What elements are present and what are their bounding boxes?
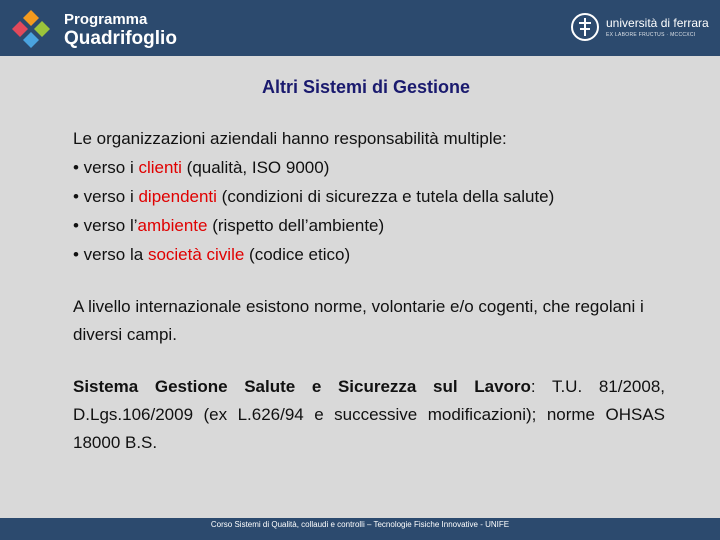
bullet-item: • verso la società civile (codice etico) — [73, 245, 351, 264]
programma-quadrifoglio-logo — [8, 6, 177, 52]
footer-bar — [0, 518, 720, 540]
bullet-highlight: società civile — [147, 245, 245, 264]
university-motto: EX LABORE FRUCTUS · MCCCXCI — [606, 32, 696, 38]
university-seal-icon — [570, 12, 600, 42]
slide-title: Altri Sistemi di Gestione — [261, 77, 471, 97]
bullet-item: • verso i dipendenti (condizioni di sicurezza e tutela della salute) — [73, 187, 555, 206]
bullet-highlight: ambiente — [137, 216, 208, 235]
paragraph-safety-system: Sistema Gestione Salute e Sicurezza sul Lavoro: T.U. 81/2008, D.Lgs.106/2009 (ex L.626/94 e successive modificazioni); norme OHSAS 18000 B.S. — [73, 377, 665, 452]
footer-text: Corso Sistemi di Qualità, collaudi e controlli – Tecnologie Fisiche Innovative - UNIFE — [210, 520, 510, 529]
paragraph-safety-system-heading: Sistema Gestione Salute e Sicurezza sul Lavoro — [73, 377, 531, 396]
intro-text: Le organizzazioni aziendali hanno responsabilità multiple: — [73, 129, 507, 148]
logo-line-1: Programma — [64, 11, 148, 28]
bullet-item: • verso l’ambiente (rispetto dell’ambiente) — [73, 216, 385, 235]
university-name: università di ferrara — [606, 16, 709, 30]
bullet-highlight: dipendenti — [138, 187, 217, 206]
four-leaf-logo-icon — [8, 6, 54, 52]
header-bar — [0, 0, 720, 56]
logo-line-2: Quadrifoglio — [64, 28, 177, 49]
paragraph-international-norms: A livello internazionale esistono norme, volontarie e/o cogenti, che regolani i diversi campi. — [73, 297, 644, 344]
unife-logo — [570, 12, 709, 42]
bullet-highlight: clienti — [138, 158, 182, 177]
bullet-item: • verso i clienti (qualità, ISO 9000) — [73, 158, 330, 177]
slide-content — [73, 124, 665, 457]
